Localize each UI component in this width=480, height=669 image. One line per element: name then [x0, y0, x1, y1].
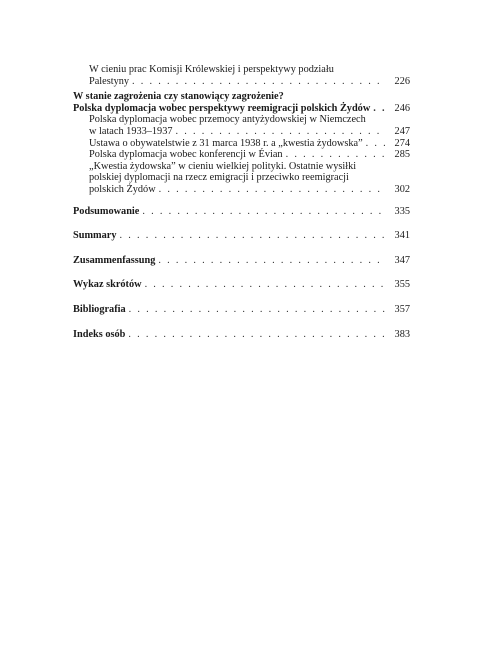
- toc-entry-wykaz-skrotow: [73, 279, 410, 291]
- page-number: 246: [394, 102, 410, 114]
- table-of-contents: [73, 64, 410, 340]
- dot-leader: [366, 138, 385, 150]
- toc-entry-reemigracja: [73, 103, 410, 115]
- toc-entry-text: Wykaz skrótów: [73, 279, 142, 291]
- page-number: 383: [394, 328, 410, 340]
- toc-entry-text: Polska dyplomacja wobec przemocy antyżydowskiej w Niemczech: [89, 114, 366, 126]
- toc-entry-text: Polska dyplomacja wobec konferencji w Évian: [89, 149, 283, 161]
- dot-leader: [145, 279, 385, 291]
- dot-leader: [373, 103, 385, 115]
- dot-leader: [286, 149, 385, 161]
- dot-leader: [176, 126, 385, 138]
- page-number: 274: [394, 137, 410, 149]
- toc-entry-text: Ustawa o obywatelstwie z 31 marca 1938 r. a „kwestia żydowska”: [89, 137, 363, 149]
- dot-leader: [128, 329, 385, 341]
- toc-entry-ustawa-obywatelstwo: [73, 138, 410, 150]
- toc-entry-podsumowanie: [73, 206, 410, 218]
- toc-entry-text: Zusammenfassung: [73, 254, 156, 266]
- page-number: 285: [394, 149, 410, 161]
- toc-entry-komisja-krolewska: [73, 64, 410, 87]
- toc-entry-text: Summary: [73, 230, 117, 242]
- toc-entry-text: Polska dyplomacja wobec perspektywy reemigracji polskich Żydów: [73, 102, 371, 114]
- toc-entry-evian: [73, 149, 410, 161]
- toc-entry-text: Palestyny: [89, 75, 130, 87]
- page-number: 302: [394, 183, 410, 195]
- toc-entry-indeks-osob: [73, 329, 410, 341]
- dot-leader: [159, 184, 385, 196]
- toc-entry-text: Indeks osób: [73, 328, 126, 340]
- page-number: 226: [394, 75, 410, 87]
- toc-entry-text: Podsumowanie: [73, 205, 140, 217]
- page-number: 341: [394, 230, 410, 242]
- toc-entry-summary: [73, 230, 410, 242]
- page-number: 357: [394, 303, 410, 315]
- toc-entry-text: polskich Żydów: [89, 183, 156, 195]
- toc-entry-bibliografia: [73, 304, 410, 316]
- dot-leader: [158, 255, 385, 267]
- page-number: 335: [394, 205, 410, 217]
- toc-entry-text: Bibliografia: [73, 303, 126, 315]
- toc-entry-text: polskiej dyplomacji na rzecz emigracji i przeciwko reemigracji: [89, 172, 349, 184]
- toc-entry-text: w latach 1933–1937: [89, 125, 173, 137]
- page-number: 355: [394, 279, 410, 291]
- page-number: 247: [394, 125, 410, 137]
- toc-entry-text: W cieniu prac Komisji Królewskiej i perspektywy podziału: [89, 64, 334, 75]
- toc-entry-przemoc-niemcy: [73, 114, 410, 137]
- dot-leader: [132, 76, 385, 88]
- toc-entry-text: „Kwestia żydowska” w cieniu wielkiej polityki. Ostatnie wysiłki: [89, 160, 357, 172]
- page-number: 347: [394, 254, 410, 266]
- toc-entry-zusammenfassung: [73, 255, 410, 267]
- dot-leader: [119, 230, 385, 242]
- dot-leader: [142, 206, 385, 218]
- chapter-title: W stanie zagrożenia czy stanowiący zagrożenie?: [73, 91, 284, 103]
- dot-leader: [129, 304, 385, 316]
- toc-entry-wielka-polityka: [73, 161, 410, 196]
